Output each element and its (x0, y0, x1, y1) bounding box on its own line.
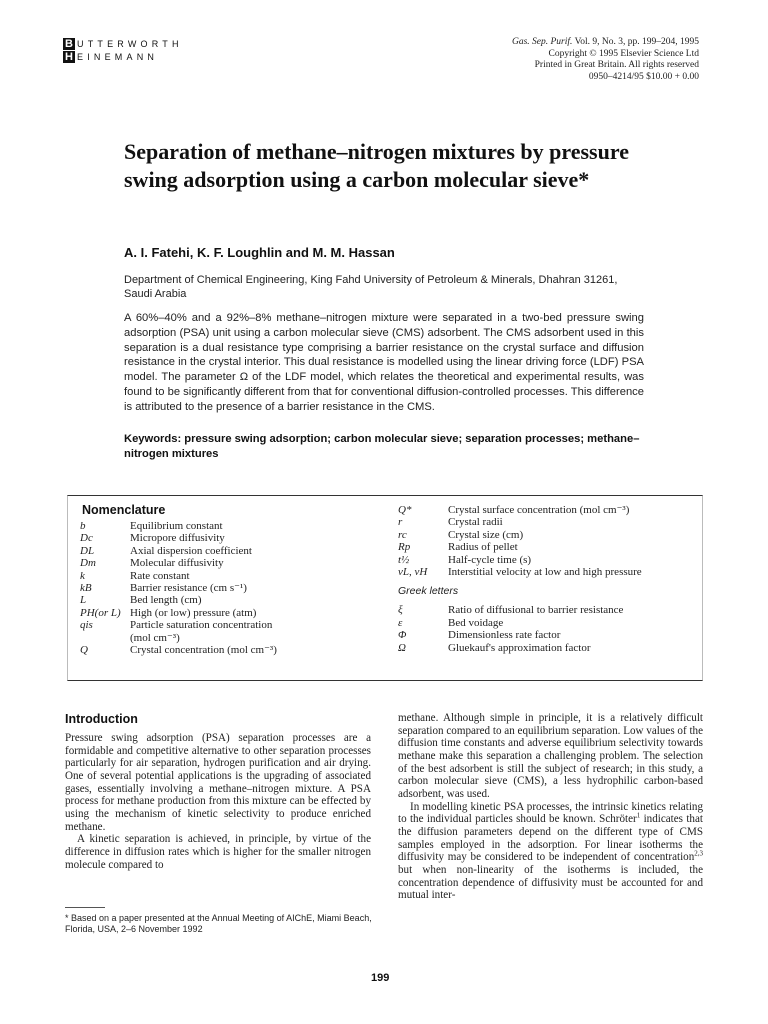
nomenclature-row: Φ Dimensionless rate factor (398, 629, 561, 642)
nomenclature-row: L Bed length (cm) (80, 594, 202, 607)
nomenclature-row: Q Crystal concentration (mol cm⁻³) (80, 644, 277, 657)
nomenclature-box (67, 495, 703, 681)
nomenclature-row: k Rate constant (80, 569, 190, 582)
nomenclature-row: ξ Ratio of diffusional to barrier resistance (398, 604, 624, 617)
reference-superscript: 1 (636, 811, 641, 820)
reference-superscript: 2,3 (694, 849, 703, 858)
body-right-column (398, 712, 703, 902)
authors: A. I. Fatehi, K. F. Loughlin and M. M. Hassan (124, 245, 395, 260)
paper-title: Separation of methane–nitrogen mixtures by pressure swing adsorption using a carbon molecular sieve* (124, 139, 629, 192)
nomenclature-row: Ω Gluekauf's approximation factor (398, 641, 591, 654)
keywords: Keywords: pressure swing adsorption; carbon molecular sieve; separation processes; methane–nitrogen mixtures (124, 433, 640, 460)
introduction-heading: Introduction (65, 712, 138, 726)
page-number: 199 (371, 972, 390, 984)
nomenclature-row: vL, vH Interstitial velocity at low and high pressure (398, 566, 642, 579)
nomenclature-row: Q* Crystal surface concentration (mol cm⁻³) (398, 504, 630, 516)
copyright-line: Copyright © 1995 Elsevier Science Ltd (548, 48, 699, 59)
nomenclature-row: b Equilibrium constant (80, 520, 223, 532)
journal-volume: Vol. 9, No. 3, pp. 199–204, 1995 (572, 37, 699, 47)
nomenclature-title: Nomenclature (82, 503, 166, 517)
nomenclature-row: rc Crystal size (cm) (398, 528, 524, 541)
body-left-column (65, 712, 371, 871)
greek-letters-heading: Greek letters (398, 585, 459, 598)
introduction-paragraph-1: Pressure swing adsorption (PSA) separation processes are a formidable and competitive alternative to other separation processes particularly for air separation, hydrogen purification and air drying. One of several potential applications is the upgrading of associated gases, essentially involving a methane–nitrogen mixture. A PSA process for methane production from this mixture can be effected by using the mechanism of kinetic selectivity to produce enriched methane. (65, 732, 371, 833)
nomenclature-left-column (80, 520, 400, 656)
nomenclature-row: kB Barrier resistance (cm s⁻¹) (80, 582, 247, 595)
nomenclature-row: Dc Micropore diffusivity (80, 532, 225, 545)
nomenclature-row: PH(or L) High (or low) pressure (atm) (80, 606, 257, 619)
right-paragraph-1: methane. Although simple in principle, it is a relatively difficult separation compared to an equilibrium separation. Low values of the diffusion time constants and adverse equilibrium selectivity towards methane make this separation a challenging problem. The selection of the best adsorbent is still the subject of research; in this study, a carbon molecular sieve (CMS), a less hydrophilic carbon-based adsorbent, was used. (398, 712, 703, 800)
nomenclature-row: qis Particle saturation concentration (80, 619, 273, 632)
right-paragraph-2: In modelling kinetic PSA processes, the intrinsic kinetics relating to the individual particles should be known. Schröter$^1$ indicates that the diffusion parameters depend on the different type of CMS samples employed in the adsorption. For linear isotherms the diffusivity may be considered to be independent of concentration$^{2,3}$ but when non-linearity of the isotherms is included, the concentration dependence of diffusivity must be accounted for and mutual inter- (398, 800, 703, 902)
nomenclature-row: (mol cm⁻³) (130, 631, 180, 644)
journal-name: Gas. Sep. Purif. (511, 37, 573, 47)
footnote-divider (65, 907, 105, 908)
logo-word-top: UTTERWORTH (77, 39, 183, 49)
printed-line: Printed in Great Britain. All rights reserved (534, 60, 699, 70)
nomenclature-row: DL Axial dispersion coefficient (80, 544, 252, 557)
abstract: A 60%–40% and a 92%–8% methane–nitrogen mixture were separated in a two-bed pressure swing adsorption (PSA) unit using a carbon molecular sieve (CMS) adsorbent. The CMS adsorbent used in this separation is a dual resistance type comprising a barrier resistance on the crystal surface and diffusion resistance in the crystal interior. This dual resistance is modelled using the linear driving force (LDF) PSA model. The parameter Ω of the LDF model, which relates the theoretical and experimental results, was found to be significantly different from that for conventional diffusion-controlled processes. This difference is attributed to the presence of a barrier resistance in the CMS. (124, 312, 644, 413)
nomenclature-row: Rp Radius of pellet (398, 541, 518, 554)
nomenclature-row: t½ Half-cycle time (s) (398, 553, 532, 566)
nomenclature-row: r Crystal radii (398, 516, 503, 529)
logo-letter-h: H (63, 51, 75, 63)
nomenclature-row: ε Bed voidage (398, 616, 504, 629)
issn-line: 0950–4214/95 $10.00 + 0.00 (588, 71, 699, 82)
footnote: * Based on a paper presented at the Annual Meeting of AIChE, Miami Beach, Florida, USA, 2–6 November 1992 (65, 913, 372, 934)
introduction-paragraph-2: A kinetic separation is achieved, in principle, by virtue of the difference in diffusion rates which is higher for the smaller nitrogen molecule compared to (65, 833, 371, 871)
nomenclature-row: Dm Molecular diffusivity (80, 557, 224, 570)
publisher-logo (63, 38, 183, 64)
logo-word-bottom: EINEMANN (77, 52, 159, 62)
logo-letter-b: B (63, 38, 75, 50)
nomenclature-right-column (398, 504, 698, 654)
affiliation: Department of Chemical Engineering, King Fahd University of Petroleum & Minerals, Dhahran 31261, Saudi Arabia (124, 274, 618, 300)
citation-block (512, 37, 699, 83)
